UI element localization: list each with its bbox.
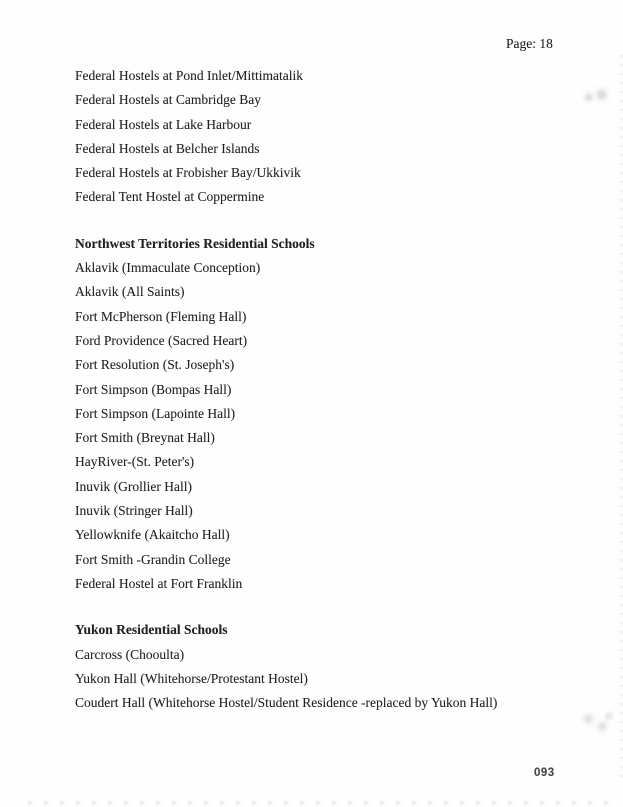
document-body: [75, 64, 593, 715]
list-item: Ford Providence (Sacred Heart): [75, 332, 248, 348]
document-section: [75, 64, 593, 210]
page-number-label: Page: 18: [506, 36, 553, 51]
document-section: [75, 618, 593, 715]
list-item: Federal Hostels at Pond Inlet/Mittimatalik: [75, 68, 303, 83]
scan-artifact-smudge: [579, 82, 611, 110]
list-item: Federal Hostels at Cambridge Bay: [75, 92, 261, 108]
section-heading: Yukon Residential Schools: [75, 622, 228, 638]
document-section: [75, 232, 593, 596]
list-item: HayRiver-(St. Peter's): [75, 454, 195, 470]
scan-artifact-smudge: [580, 707, 614, 737]
list-item: Fort Simpson (Lapointe Hall): [75, 405, 236, 421]
list-item: Carcross (Chooulta): [75, 646, 185, 662]
list-item: Inuvik (Grollier Hall): [75, 478, 192, 494]
list-item: Federal Hostels at Lake Harbour: [75, 116, 252, 132]
scan-artifact-bleed-strip: [28, 801, 615, 805]
list-item: Federal Hostel at Fort Franklin: [75, 575, 243, 591]
list-item: Coudert Hall (Whitehorse Hostel/Student Residence -replaced by Yukon Hall): [75, 695, 498, 711]
list-item: Fort McPherson (Fleming Hall): [75, 308, 247, 324]
list-item: Fort Smith -Grandin College: [75, 551, 231, 567]
stamp-number: 093: [534, 767, 555, 779]
list-item: Federal Hostels at Frobisher Bay/Ukkivik: [75, 165, 301, 181]
list-item: Yellowknife (Akaitcho Hall): [75, 527, 230, 543]
list-item: Aklavik (All Saints): [75, 284, 185, 300]
list-item: Yukon Hall (Whitehorse/Protestant Hostel): [75, 670, 308, 686]
section-heading: Northwest Territories Residential Schools: [75, 235, 315, 251]
list-item: Federal Tent Hostel at Coppermine: [75, 189, 265, 205]
list-item: Aklavik (Immaculate Conception): [75, 260, 261, 276]
list-item: Inuvik (Stringer Hall): [75, 503, 193, 519]
list-item: Federal Hostels at Belcher Islands: [75, 140, 260, 156]
list-item: Fort Smith (Breynat Hall): [75, 430, 215, 446]
list-item: Fort Resolution (St. Joseph's): [75, 357, 235, 373]
list-item: Fort Simpson (Bompas Hall): [75, 381, 232, 397]
